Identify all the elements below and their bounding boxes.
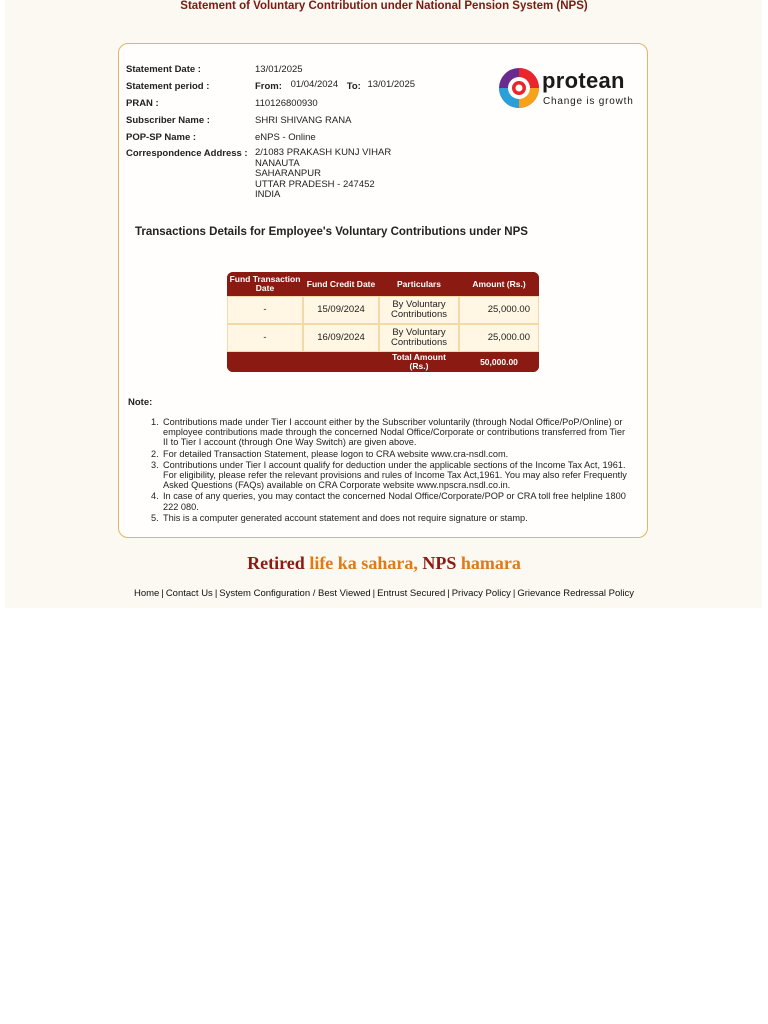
footer-link-home[interactable]: Home (134, 588, 160, 599)
total-label: Total Amount (Rs.) (379, 352, 459, 372)
to-date: 13/01/2025 (367, 79, 416, 90)
column-header-particulars: Particulars (379, 272, 459, 296)
particulars-cell: By Voluntary Contributions (379, 324, 459, 352)
column-header-amount: Amount (Rs.) (459, 272, 539, 296)
address-line: INDIA (255, 189, 281, 200)
pran-value: 110126800930 (255, 98, 318, 109)
note-item: This is a computer generated account statement and does not require signature or stamp. (163, 512, 528, 523)
footer-link-system-configuration[interactable]: System Configuration / Best Viewed (219, 588, 371, 599)
note-item: In case of any queries, you may contact the concerned Nodal Office/Corporate/POP or CRA toll free helpline 1800 222 080. (163, 491, 626, 512)
slogan-part: Retired (247, 553, 305, 573)
tx-date-cell: - (227, 324, 303, 352)
from-date: 01/04/2024 (290, 79, 339, 90)
column-header-fund-transaction-date: Fund Transaction Date (227, 272, 303, 296)
footer-link-grievance-redressal-policy[interactable]: Grievance Redressal Policy (517, 588, 634, 599)
statement-date-value: 13/01/2025 (255, 64, 303, 75)
footer-separator: | (161, 588, 164, 599)
table-row (227, 324, 539, 352)
statement-card (118, 43, 648, 538)
transactions-table (227, 272, 539, 372)
credit-date-cell: 15/09/2024 (303, 296, 379, 324)
table-row (227, 296, 539, 324)
notes-list (151, 417, 631, 524)
address-value (255, 148, 455, 201)
nps-slogan (0, 553, 768, 574)
footer-separator: | (372, 588, 376, 599)
footer-link-privacy-policy[interactable]: Privacy Policy (451, 588, 511, 599)
footer-link-entrust-secured[interactable]: Entrust Secured (377, 588, 446, 599)
address-line: NANAUTA (255, 157, 300, 169)
address-line: SAHARANPUR (255, 168, 321, 179)
footer-link-contact-us[interactable]: Contact Us (165, 588, 213, 599)
address-label: Correspondence Address : (126, 148, 248, 159)
popsp-value: eNPS - Online (255, 132, 316, 143)
amount-cell: 25,000.00 (459, 324, 539, 352)
amount-cell: 25,000.00 (459, 296, 539, 324)
protean-wordmark: protean (542, 68, 625, 93)
transactions-section-title: Transactions Details for Employee's Voluntary Contributions under NPS (135, 226, 528, 238)
address-line: 2/1083 PRAKASH KUNJ VIHAR (255, 147, 392, 158)
protean-logo (497, 66, 647, 110)
statement-period-label: Statement period : (126, 81, 210, 92)
column-header-fund-credit-date: Fund Credit Date (303, 272, 379, 296)
total-row (227, 352, 539, 372)
note-label: Note: (128, 397, 153, 408)
slogan-part: life ka sahara, (309, 553, 418, 573)
subscriber-value: SHRI SHIVANG RANA (255, 115, 352, 126)
statement-date-label: Statement Date : (126, 64, 201, 75)
statement-period-value (255, 81, 455, 92)
table-header-row (227, 272, 539, 296)
from-label: From: (255, 81, 282, 92)
tx-date-cell: - (227, 296, 303, 324)
to-label: To: (346, 81, 361, 92)
footer-separator: | (214, 588, 218, 599)
particulars-cell: By Voluntary Contributions (379, 296, 459, 324)
popsp-label: POP-SP Name : (126, 132, 197, 143)
subscriber-label: Subscriber Name : (126, 115, 210, 126)
protean-tagline: Change is growth (543, 96, 634, 107)
slogan-part: NPS (422, 553, 457, 573)
page-title: Statement of Voluntary Contribution under National Pension System (NPS) (180, 0, 588, 12)
note-item: For detailed Transaction Statement, please logon to CRA website www.cra-nsdl.com. (163, 448, 509, 459)
pran-label: PRAN : (126, 98, 159, 109)
total-empty-cell (227, 352, 303, 372)
protean-emblem-icon (497, 66, 541, 110)
note-item: Contributions under Tier I account qualify for deduction under the applicable sections of the Income Tax Act, 1961. For eligibility, please refer the relevant provisions and rules of Income Tax Act,1961. You may also refer Frequently Asked Questions (FAQs) available on CRA Corporate website www.npscra.nsdl.co.in. (163, 459, 627, 491)
address-line: UTTAR PRADESH - 247452 (255, 178, 375, 190)
footer-separator: | (512, 588, 516, 599)
total-empty-cell (303, 352, 379, 372)
credit-date-cell: 16/09/2024 (303, 324, 379, 352)
footer-links (0, 588, 768, 599)
total-value: 50,000.00 (459, 352, 539, 372)
footer-separator: | (447, 588, 450, 599)
slogan-part: hamara (460, 553, 521, 573)
note-item: Contributions made under Tier I account either by the Subscriber voluntarily (through Nodal Office/PoP/Online) or employee contributions made through the concerned Nodal Office/Corporate or contributions transferred from Tier II to Tier I account (through One Way Switch) are given above. (163, 417, 625, 448)
